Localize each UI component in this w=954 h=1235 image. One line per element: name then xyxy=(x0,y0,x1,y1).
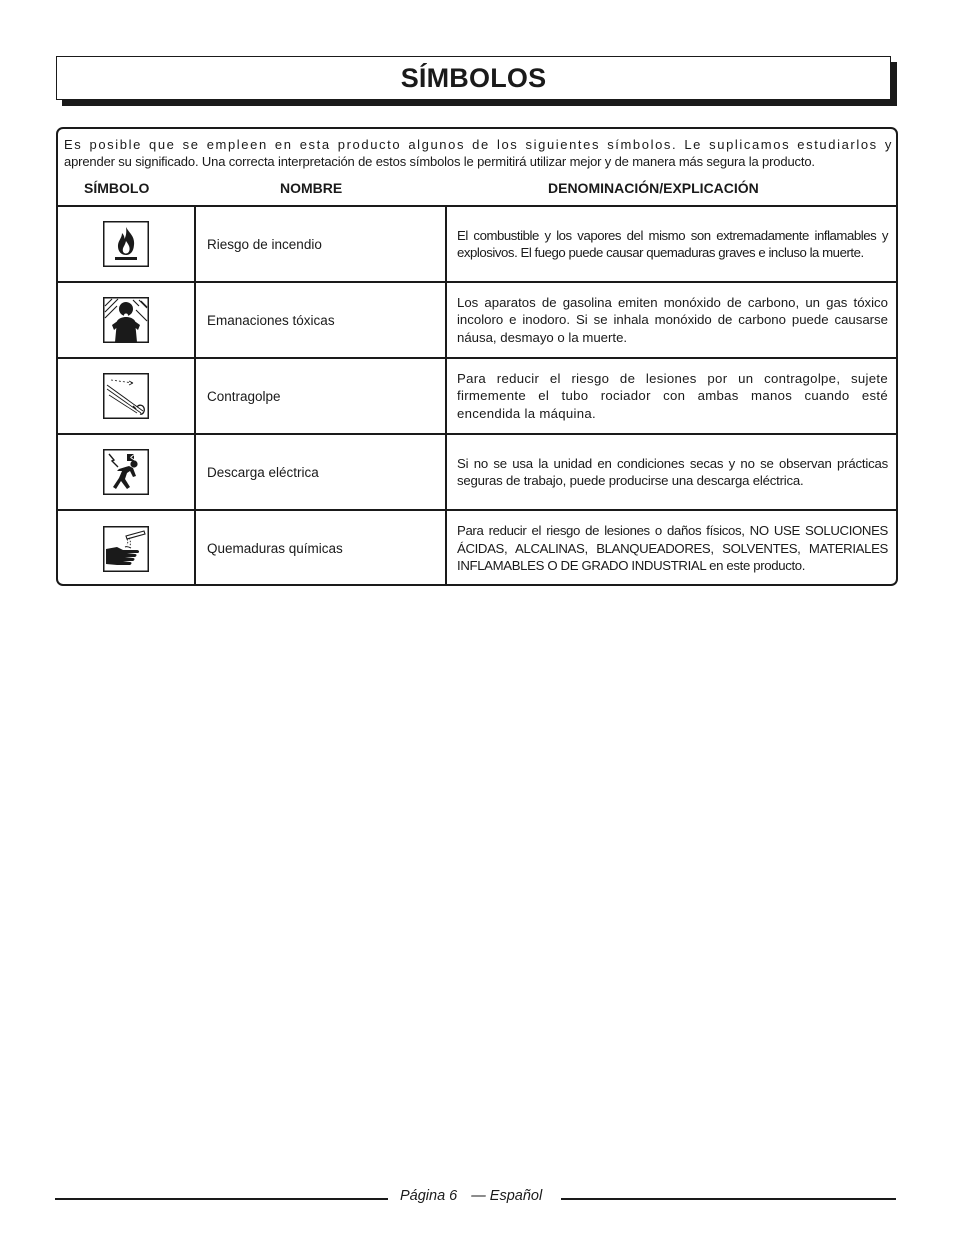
name-cell xyxy=(196,359,447,433)
fire-icon xyxy=(103,221,149,267)
symbol-description: El combustible y los vapores del mismo son extremadamente inflamables y explosivos. El fuego puede causar quemaduras graves e incluso la muerte. xyxy=(457,227,888,260)
page-title: SÍMBOLOS xyxy=(400,62,547,93)
description-cell xyxy=(447,511,896,586)
symbol-description: Para reducir el riesgo de lesiones por un contragolpe, sujete firmemente el tubo rociador con ambas manos cuando esté encendida la máquina. xyxy=(457,370,888,421)
symbol-cell xyxy=(58,207,196,281)
footer-language: — Español xyxy=(471,1188,543,1204)
header-description: DENOMINACIÓN/EXPLICACIÓN xyxy=(548,180,759,196)
description-cell xyxy=(447,283,896,357)
symbol-description: Para reducir el riesgo de lesiones o daños físicos, NO USE SOLUCIONES ÁCIDAS, ALCALINAS, BLANQUEADORES, SOLVENTES, MATERIALES INFLAMABLES O DE GRADO INDUSTRIAL en este producto. xyxy=(457,523,888,574)
footer-rule-left xyxy=(55,1198,388,1200)
intro-paragraph xyxy=(64,136,893,170)
symbol-name: Riesgo de incendio xyxy=(207,236,322,252)
table-row xyxy=(58,357,896,433)
name-cell xyxy=(196,511,447,586)
symbol-cell xyxy=(58,511,196,586)
name-cell xyxy=(196,283,447,357)
description-cell xyxy=(447,359,896,433)
name-cell xyxy=(196,435,447,509)
chemical-burn-icon xyxy=(103,526,149,572)
symbol-cell xyxy=(58,359,196,433)
header-symbol: SÍMBOLO xyxy=(84,180,150,196)
table-row xyxy=(58,509,896,586)
symbol-name: Contragolpe xyxy=(207,388,281,404)
page-number: Página 6 xyxy=(400,1188,458,1204)
table-row xyxy=(58,281,896,357)
name-cell xyxy=(196,207,447,281)
description-cell xyxy=(447,207,896,281)
symbol-cell xyxy=(58,283,196,357)
symbol-cell xyxy=(58,435,196,509)
symbol-description: Si no se usa la unidad en condiciones secas y no se observan prácticas seguras de trabajo, puede producirse una descarga eléctrica. xyxy=(457,455,888,488)
symbols-table-frame xyxy=(56,127,898,586)
table-row xyxy=(58,433,896,509)
symbol-name: Quemaduras químicas xyxy=(207,541,343,556)
symbol-name: Emanaciones tóxicas xyxy=(207,312,335,328)
description-cell xyxy=(447,435,896,509)
symbols-table-body xyxy=(58,205,896,586)
page-footer xyxy=(400,1188,542,1204)
electric-shock-icon xyxy=(103,449,149,495)
title-banner xyxy=(56,56,896,106)
title-box xyxy=(56,56,891,100)
intro-line-1: Es posible que se empleen en esta producto algunos de los siguientes símbolos. Le suplicamos estudiarlos y xyxy=(64,137,893,152)
symbol-description: Los aparatos de gasolina emiten monóxido de carbono, un gas tóxico incoloro e inodoro. Si se inhala monóxido de carbono puede causarse náusa, desmayo o la muerte. xyxy=(457,294,888,345)
toxic-fumes-icon xyxy=(103,297,149,343)
symbol-name: Descarga eléctrica xyxy=(207,464,319,480)
footer-rule-right xyxy=(561,1198,896,1200)
header-name: NOMBRE xyxy=(280,180,343,196)
kickback-icon xyxy=(103,373,149,419)
intro-line-2: aprender su significado. Una correcta interpretación de estos símbolos le permitirá utilizar mejor y de manera más segura la producto. xyxy=(64,154,815,169)
table-row xyxy=(58,205,896,281)
